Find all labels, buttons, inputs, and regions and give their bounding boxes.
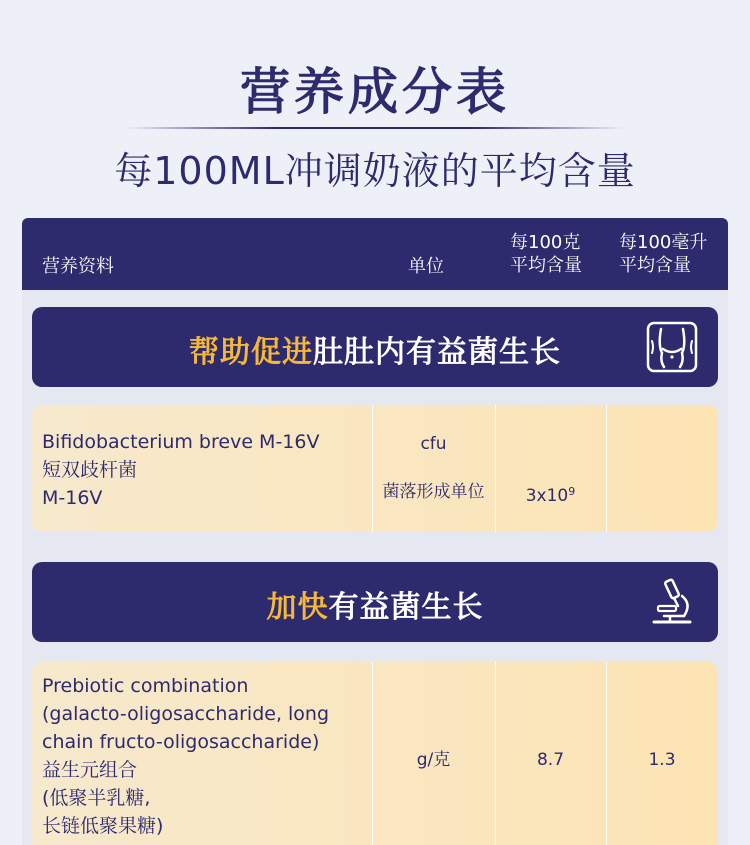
belly-icon <box>644 319 700 375</box>
section-banner-1-title <box>32 327 718 371</box>
section-banner-1-highlight: 帮助促进 <box>189 335 313 370</box>
column-divider <box>495 405 496 532</box>
header-per-100g-line1: 每100克 <box>510 232 581 253</box>
section-banner-2-rest: 有益菌生长 <box>328 590 484 625</box>
unit-line2: 菌落形成单位 <box>382 482 485 502</box>
page-title: 营养成分表 <box>240 63 510 121</box>
nutrient-name-line: 益生元组合 <box>42 759 138 781</box>
header-per-100ml <box>619 231 707 277</box>
nutrient-name-line: (低聚半乳糖, <box>42 787 151 809</box>
header-per-100g <box>510 231 582 277</box>
title-divider <box>125 127 625 129</box>
section-banner-1 <box>32 307 718 387</box>
header-per-100ml-line1: 每100毫升 <box>619 232 708 253</box>
value-exponent: 9 <box>568 485 576 498</box>
section-banner-2-highlight: 加快 <box>266 590 329 625</box>
page-subtitle: 每100ML冲调奶液的平均含量 <box>114 149 636 193</box>
per-100ml-value-2: 1.3 <box>648 750 676 770</box>
nutrient-name-line: Bifidobacterium breve M-16V <box>42 431 320 453</box>
table-header <box>22 218 728 290</box>
per-100g-value-2: 8.7 <box>536 750 565 770</box>
per-100g-value-1 <box>495 478 606 510</box>
nutrient-name-1 <box>42 428 319 512</box>
nutrient-name-line: 短双歧杆菌 <box>42 459 138 481</box>
nutrient-name-line: 长链低聚果糖) <box>42 815 164 837</box>
nutrient-name-line: Prebiotic combination <box>42 675 249 697</box>
microscope-icon <box>644 574 700 630</box>
value-base: 3x10 <box>525 486 569 506</box>
unit-cell-1 <box>372 430 495 506</box>
nutrient-name-line: chain fructo-oligosaccharide) <box>42 731 320 753</box>
unit-line1: cfu <box>420 434 447 454</box>
unit-cell-2: g/克 <box>416 750 451 770</box>
section-banner-2 <box>32 562 718 642</box>
nutrient-name-line: M-16V <box>42 487 103 509</box>
column-divider <box>606 405 607 532</box>
header-unit: 单位 <box>408 256 444 277</box>
header-per-100ml-line2: 平均含量 <box>619 255 691 276</box>
section-banner-1-rest: 肚肚内有益菌生长 <box>313 335 561 370</box>
header-nutrient: 营养资料 <box>42 256 114 277</box>
nutrient-name-2 <box>42 672 329 840</box>
nutrient-row-1 <box>32 405 718 532</box>
header-per-100g-line2: 平均含量 <box>510 255 582 276</box>
section-banner-2-title <box>32 582 718 626</box>
nutrient-row-2 <box>32 662 718 845</box>
nutrient-name-line: (galacto-oligosaccharide, long <box>42 703 330 725</box>
